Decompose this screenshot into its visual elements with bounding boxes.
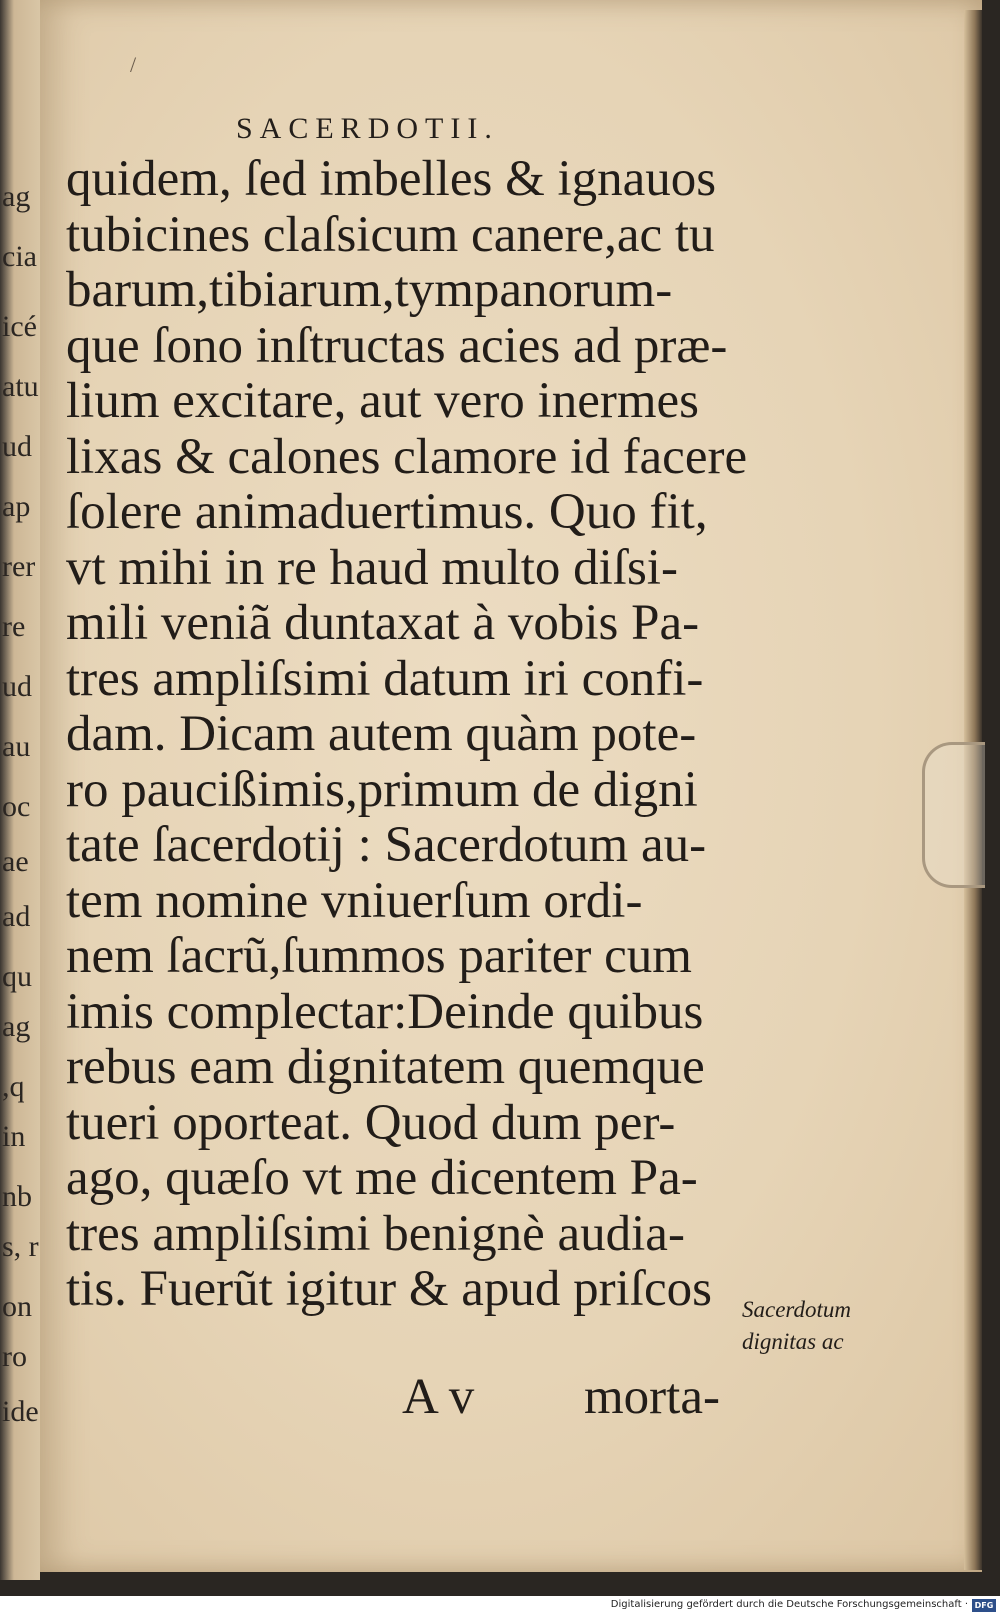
facing-page-fragment: on bbox=[2, 1290, 32, 1323]
text-line: dam. Dicam autem quàm pote- bbox=[66, 706, 697, 762]
marginal-note bbox=[742, 1294, 851, 1358]
text-line: lixas & calones clamore id facere bbox=[66, 428, 748, 485]
facing-page-fragment: oc bbox=[2, 790, 31, 823]
page-clip bbox=[922, 742, 985, 888]
marginal-note-line: Sacerdotum bbox=[742, 1297, 852, 1322]
catchword: morta- bbox=[584, 1369, 720, 1425]
facing-page-fragment: ,q bbox=[2, 1070, 25, 1103]
text-line: lium excitare, aut vero inermes bbox=[66, 373, 699, 429]
facing-page-fragment: atu bbox=[2, 370, 39, 403]
text-line: rebus eam dignitatem quemque bbox=[66, 1039, 705, 1095]
facing-page-fragment: au bbox=[2, 730, 31, 763]
facing-page-fragment: ae bbox=[2, 845, 29, 878]
marginal-note-line: dignitas ac bbox=[742, 1329, 844, 1354]
facing-page-fragment: ap bbox=[2, 490, 31, 523]
credit-bar bbox=[0, 1596, 1000, 1616]
facing-page-fragment: re bbox=[2, 610, 26, 643]
text-line: tueri oporteat. Quod dum per- bbox=[66, 1094, 676, 1151]
facing-page-fragment: in bbox=[2, 1120, 26, 1153]
text-line: tres ampliſsimi datum iri confi- bbox=[66, 650, 704, 707]
facing-page-fragment: ro bbox=[2, 1340, 27, 1373]
text-line: vt mihi in re haud multo diſsi- bbox=[66, 539, 678, 596]
facing-page-fragment: icé bbox=[2, 310, 37, 343]
credit-text: Digitalisierung gefördert durch die Deutsche Forschungsgemeinschaft · bbox=[610, 1599, 968, 1610]
facing-page-fragment: nb bbox=[2, 1180, 32, 1213]
facing-page-fragment: ag bbox=[2, 180, 31, 213]
facing-page-fragment: ud bbox=[2, 670, 32, 703]
facing-page-fragment: s, r bbox=[2, 1230, 39, 1263]
text-line: tem nomine vniuerſum ordi- bbox=[66, 872, 643, 929]
facing-page-fragment: cia bbox=[2, 240, 37, 273]
text-line: tate ſacerdotij : Sacerdotum au- bbox=[66, 817, 707, 873]
text-line: barum,tibiarum,tympanorum- bbox=[66, 262, 673, 318]
dfg-logo: DFG bbox=[972, 1599, 996, 1612]
text-line: que ſono inſtructas acies ad præ- bbox=[66, 317, 728, 374]
text-line: tres ampliſsimi benignè audia- bbox=[66, 1205, 685, 1262]
signature-mark: A v bbox=[402, 1369, 475, 1425]
body-text bbox=[66, 152, 756, 1318]
facing-page-fragment: ud bbox=[2, 430, 32, 463]
text-line: ſolere animaduertimus. Quo fit, bbox=[66, 484, 708, 540]
text-line: mili veniã duntaxat à vobis Pa- bbox=[66, 595, 700, 651]
text-line: imis complectar:Deinde quibus bbox=[66, 983, 704, 1040]
text-line: ago, quæſo vt me dicentem Pa- bbox=[66, 1150, 698, 1206]
text-line: tis. Fuerũt igitur & apud priſcos bbox=[66, 1261, 712, 1317]
facing-page-fragment: qu bbox=[2, 960, 32, 993]
facing-page-fragment: rer bbox=[2, 550, 36, 583]
facing-page-fragment: ide bbox=[2, 1395, 39, 1428]
facing-page-fragment: ad bbox=[2, 900, 31, 933]
text-line: ro paucißimis,primum de digni bbox=[66, 761, 698, 818]
text-line: tubicines claſsicum canere,ac tu bbox=[66, 206, 715, 263]
page-mark: / bbox=[130, 52, 137, 77]
facing-page-fragment: ag bbox=[2, 1010, 31, 1043]
facing-page-edge bbox=[0, 0, 40, 1580]
text-line: quidem, ſed imbelles & ignauos bbox=[66, 151, 717, 207]
running-head: SACERDOTII. bbox=[236, 112, 499, 145]
text-line: nem ſacrũ,ſummos pariter cum bbox=[66, 928, 692, 984]
